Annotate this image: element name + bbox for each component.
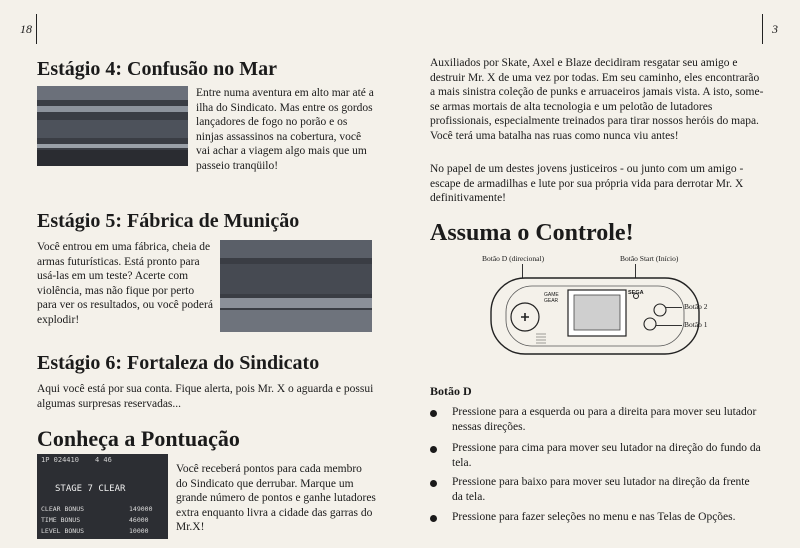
stage4-title: Estágio 4: Confusão no Mar: [37, 58, 278, 80]
score-hud: 1P 024410: [41, 456, 79, 464]
bonus-row: TIME BONUS 46000: [41, 516, 149, 524]
stage6-text: Aqui você está por sua conta. Fique alerta, pois Mr. X o aguarda e possui algumas surpresas reservadas...: [37, 383, 374, 410]
bonus-row: CLEAR BONUS 149000: [41, 505, 153, 513]
page-number-left: 18: [20, 22, 32, 36]
score-title: Conheça a Pontuação: [37, 426, 240, 451]
score-text: Você receberá pontos para cada membro do Sindicato que derrubar. Marque um grande número de pontos e ganhe lutadores extra enquanto livra a cidade das garras do Mr.X!: [176, 463, 376, 533]
bullet-icon: [430, 446, 437, 453]
stage-clear-text: STAGE 7 CLEAR: [55, 484, 126, 494]
page-number-right: 3: [772, 22, 778, 36]
label-start: Botão Start (Início): [620, 254, 679, 263]
bonus-table: [41, 504, 153, 537]
stage4-text: Entre numa aventura em alto mar até a ilha do Sindicato. Mas entre os gordos lançadores de fogo no porão e os ninjas assassinos na cobertura, você vai achar a viagem algo mais que um passeio tranqüilo!: [196, 87, 374, 172]
dpad-item-1: Pressione para a esquerda ou para a direita para mover seu lutador nessas direções.: [452, 406, 757, 433]
bullet-icon: [430, 480, 437, 487]
controls-title: Assuma o Controle!: [430, 220, 634, 246]
label-dpad: Botão D (direcional): [482, 254, 545, 263]
stage4-screenshot: [37, 86, 188, 166]
dpad-item-4: Pressione para fazer seleções no menu e nas Telas de Opções.: [452, 511, 736, 523]
dpad-section-title: Botão D: [430, 384, 472, 398]
stage5-title: Estágio 5: Fábrica de Munição: [37, 210, 300, 232]
stage5-text: Você entrou em uma fábrica, cheia de armas futurísticas. Está pronto para usá-las em um teste? Acerte com violência, mas não fique por perto para ver os resultados, ou você poderá explodir!: [37, 241, 213, 326]
bullet-icon: [430, 515, 437, 522]
stage6-title: Estágio 6: Fortaleza do Sindicato: [37, 352, 320, 374]
game-gear-console: [490, 276, 700, 356]
brand-right-text: SEGA: [628, 290, 644, 296]
game-gear-diagram: [470, 250, 730, 360]
intro-paragraph-1: Auxiliados por Skate, Axel e Blaze decidiram resgatar seu amigo e destruir Mr. X de uma vez por todas. Em seu caminho, eles encontrarão a mais sinistra coleção de punks e arruaceiros jamais vista. A isto, some-se armas mortais de alta tecnologia e um pelotão de lutadores profissionais, especialmente treinados para tirar nossos heróis do mapa. Você terá uma batalha nas ruas como nunca viu antes!: [430, 57, 764, 142]
score-hud-lives: 4 46: [95, 456, 112, 464]
bullet-icon: [430, 410, 437, 417]
brand-left-text: GAME GEAR: [544, 292, 559, 304]
page-edge-line-right: [762, 14, 763, 44]
label-button-2: Botão 2: [684, 302, 708, 311]
dpad-item-3: Pressione para baixo para mover seu lutador na direção da frente da tela.: [452, 476, 750, 503]
stage5-screenshot: [220, 240, 372, 332]
page-edge-line-left: [36, 14, 37, 44]
score-screenshot: [37, 454, 168, 539]
label-button-1: Botão 1: [684, 320, 708, 329]
dpad-item-2: Pressione para cima para mover seu lutador na direção do fundo da tela.: [452, 442, 761, 469]
right-page: [400, 0, 800, 548]
intro-paragraph-2: No papel de um destes jovens justiceiros - ou junto com um amigo - escape de armadilhas e lute por sua própria vida para derrotar Mr. X definitivamente!: [430, 163, 744, 204]
bonus-row: LEVEL BONUS 10000: [41, 527, 149, 535]
